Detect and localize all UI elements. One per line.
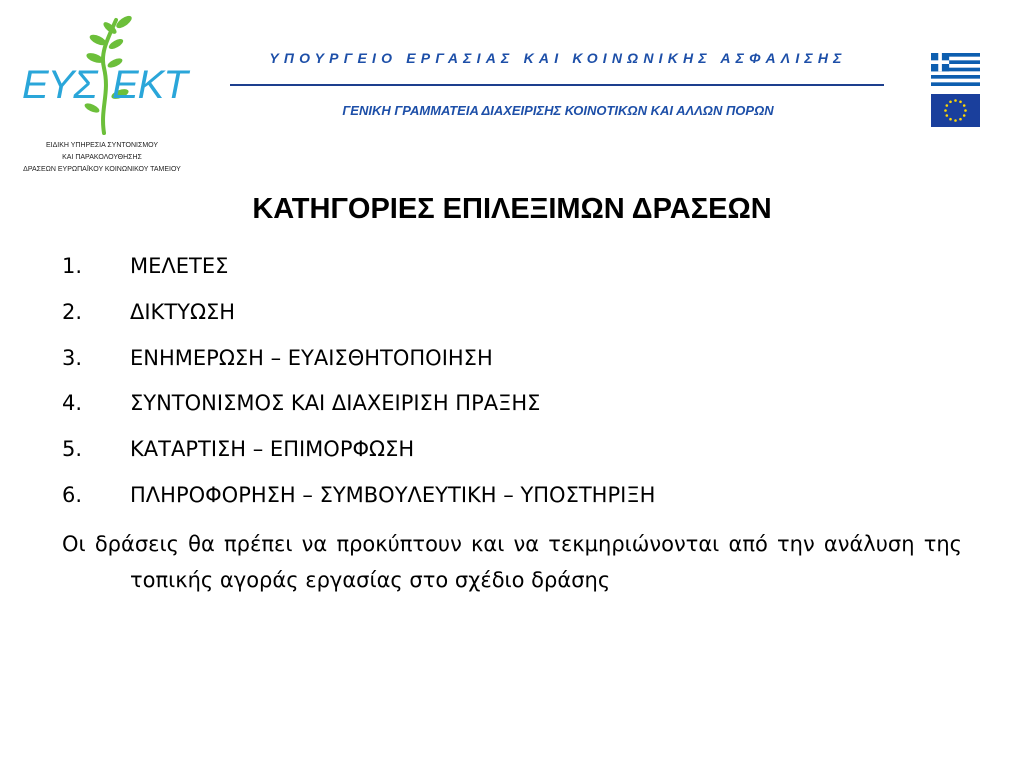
eu-flag-icon — [931, 94, 980, 127]
greek-flag-icon — [931, 53, 980, 86]
ministry-title: ΥΠΟΥΡΓΕΙΟ ΕΡΓΑΣΙΑΣ ΚΑΙ ΚΟΙΝΩΝΙΚΗΣ ΑΣΦΑΛΙΣΗΣ — [269, 50, 847, 66]
logo-caption-line: ΚΑΙ ΠΑΡΑΚΟΛΟΥΘΗΣΗΣ — [62, 154, 142, 161]
list-item — [62, 433, 962, 479]
logo-text-left: ΕΥΣ — [22, 63, 97, 107]
secretariat-title: ΓΕΝΙΚΗ ΓΡΑΜΜΑΤΕΙΑ ΔΙΑΧΕΙΡΙΣΗΣ ΚΟΙΝΟΤΙΚΩΝ ΚΑΙ ΑΛΛΩΝ ΠΟΡΩΝ — [342, 103, 774, 118]
list-item-text: ΠΛΗΡΟΦΟΡΗΣΗ – ΣΥΜΒΟΥΛΕΥΤΙΚΗ – ΥΠΟΣΤΗΡΙΞΗ — [130, 482, 656, 507]
list-item-number: 4. — [62, 391, 83, 416]
closing-paragraph: Οι δράσεις θα πρέπει να προκύπτουν και να τεκμηριώνονται από την ανάλυση της τοπικής αγοράς εργασίας στο σχέδιο δράσης — [62, 532, 962, 592]
list-item-number: 2. — [62, 299, 83, 324]
logo-text-right: ΕΚΤ — [112, 63, 187, 107]
list-item-text: ΔΙΚΤΥΩΣΗ — [130, 299, 236, 324]
list-item-number: 6. — [62, 482, 83, 507]
list-item — [62, 342, 962, 388]
list-item-text: ΚΑΤΑΡΤΙΣΗ – ΕΠΙΜΟΡΦΩΣΗ — [130, 437, 415, 462]
list-item-number: 5. — [62, 437, 83, 462]
list-item-text: ΕΝΗΜΕΡΩΣΗ – ΕΥΑΙΣΘΗΤΟΠΟΙΗΣΗ — [130, 345, 493, 370]
list-item-number: 3. — [62, 345, 83, 370]
list-item-text: ΣΥΝΤΟΝΙΣΜΟΣ ΚΑΙ ΔΙΑΧΕΙΡΙΣΗ ΠΡΑΞΗΣ — [130, 391, 541, 416]
list-item — [62, 296, 962, 342]
header-divider — [230, 84, 884, 86]
logo — [12, 8, 192, 180]
page-title: ΚΑΤΗΓΟΡΙΕΣ ΕΠΙΛΕΞΙΜΩΝ ΔΡΑΣΕΩΝ — [252, 193, 772, 225]
list-item-number: 1. — [62, 254, 83, 278]
list-item-text: ΜΕΛΕΤΕΣ — [130, 254, 229, 278]
actions-list — [62, 250, 962, 525]
list-item — [62, 479, 962, 525]
logo-caption-line: ΔΡΑΣΕΩΝ ΕΥΡΩΠΑΪΚΟΥ ΚΟΙΝΩΝΙΚΟΥ ΤΑΜΕΙΟΥ — [23, 166, 181, 173]
logo-caption-line: ΕΙΔΙΚΗ ΥΠΗΡΕΣΙΑ ΣΥΝΤΟΝΙΣΜΟΥ — [45, 142, 159, 149]
list-item — [62, 387, 962, 433]
list-item — [62, 250, 962, 296]
